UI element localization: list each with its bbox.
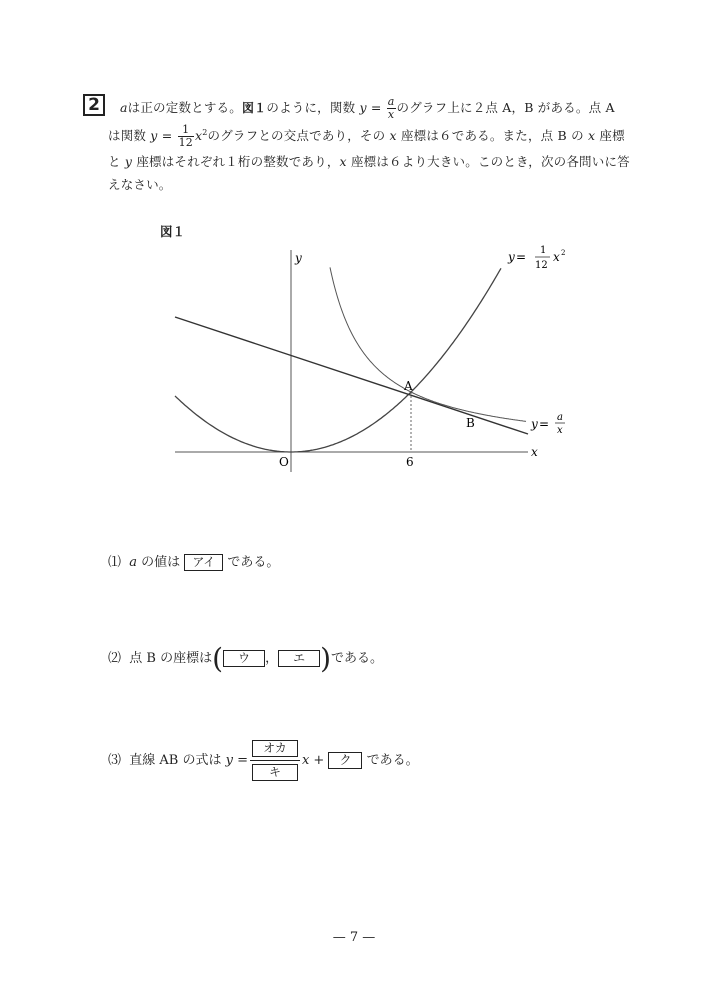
- origin-label: O: [279, 455, 289, 469]
- var-y: y: [150, 128, 158, 143]
- text: の値は: [137, 555, 185, 570]
- question-3: [108, 740, 419, 781]
- text: 座標はそれぞれ１桁の整数であり，: [132, 154, 340, 169]
- frac-den: 12: [178, 136, 193, 149]
- equals: =: [366, 100, 386, 115]
- point-a-label: A: [404, 379, 413, 393]
- exponent: 2: [202, 127, 208, 137]
- parabola-label-den: 12: [535, 260, 548, 271]
- answer-fraction: [252, 740, 298, 781]
- line-ab: [175, 317, 528, 434]
- answer-box-ki[interactable]: キ: [252, 764, 298, 781]
- question-number: ⑴: [108, 555, 122, 570]
- parabola-label-x: x: [553, 250, 560, 264]
- answer-box-ku[interactable]: ク: [328, 752, 362, 769]
- hyperbola-curve: [330, 267, 526, 421]
- text: のように，関数: [266, 100, 360, 115]
- equals: =: [157, 128, 177, 143]
- figure-label: 図１: [160, 224, 186, 239]
- answer-box-ai[interactable]: アイ: [184, 554, 223, 571]
- question-2: [108, 642, 383, 675]
- text: 座標は６である。また，点 B の: [396, 128, 588, 143]
- fraction-bar: [250, 760, 300, 761]
- page-number: — 7 —: [332, 930, 376, 945]
- answer-box-e[interactable]: エ: [278, 650, 320, 667]
- question-1: [108, 551, 279, 571]
- text: 直線 AB の式は: [129, 753, 226, 768]
- answer-box-u[interactable]: ウ: [223, 650, 265, 667]
- y-axis-label: y: [295, 251, 302, 265]
- var-x: x: [587, 128, 596, 143]
- hyperbola-label-eq: =: [539, 417, 550, 431]
- text: のグラフ上に２点 A，B がある。点 A: [396, 100, 615, 115]
- text: である。: [223, 555, 280, 570]
- var-a: a: [120, 100, 128, 115]
- right-paren: ): [320, 642, 332, 675]
- frac-num: 1: [178, 124, 194, 137]
- text: 座標は６より大きい。このとき，次の各問いに答: [346, 154, 630, 169]
- parabola-label-num: 1: [540, 245, 547, 256]
- point-b-label: B: [466, 416, 475, 430]
- tick-6-label: 6: [406, 455, 414, 469]
- parabola-label-sq: 2: [561, 249, 566, 257]
- frac-num: a: [387, 95, 395, 108]
- hyperbola-label-y: y: [531, 417, 538, 431]
- equals: =: [232, 753, 253, 768]
- answer-box-oka[interactable]: オカ: [252, 740, 298, 757]
- question-number: ⑶: [108, 753, 122, 768]
- var-y: y: [225, 753, 233, 768]
- var-x: x: [389, 128, 397, 143]
- text: である。: [331, 651, 384, 666]
- frac-den: x: [387, 108, 395, 121]
- intro-line-4: えなさい。: [108, 177, 172, 192]
- var-x: x: [301, 753, 310, 768]
- var-y: y: [359, 100, 367, 115]
- parabola-label-y: y: [508, 250, 515, 264]
- text: は関数: [108, 128, 151, 143]
- problem-number: 2: [83, 94, 105, 116]
- figure-ref: 図１: [241, 101, 267, 115]
- parabola-curve: [175, 268, 501, 452]
- text: は正の定数とする。: [127, 100, 242, 115]
- hyperbola-label-num: a: [557, 412, 563, 423]
- left-paren: (: [212, 642, 224, 675]
- var-y: y: [124, 154, 133, 169]
- question-number: ⑵: [108, 651, 122, 666]
- text: 座標: [595, 128, 625, 143]
- text: と: [108, 154, 125, 169]
- plus: +: [309, 753, 329, 768]
- comma: ，: [265, 651, 279, 666]
- text: である。: [362, 753, 419, 768]
- var-x: x: [194, 128, 203, 143]
- text: 点 B の座標は: [129, 651, 213, 666]
- x-axis-label: x: [531, 445, 538, 459]
- var-x: x: [339, 154, 347, 169]
- text: のグラフとの交点であり，その: [207, 128, 390, 143]
- hyperbola-label-den: x: [557, 425, 563, 436]
- var-a: a: [129, 555, 138, 570]
- parabola-label-eq: =: [516, 250, 527, 264]
